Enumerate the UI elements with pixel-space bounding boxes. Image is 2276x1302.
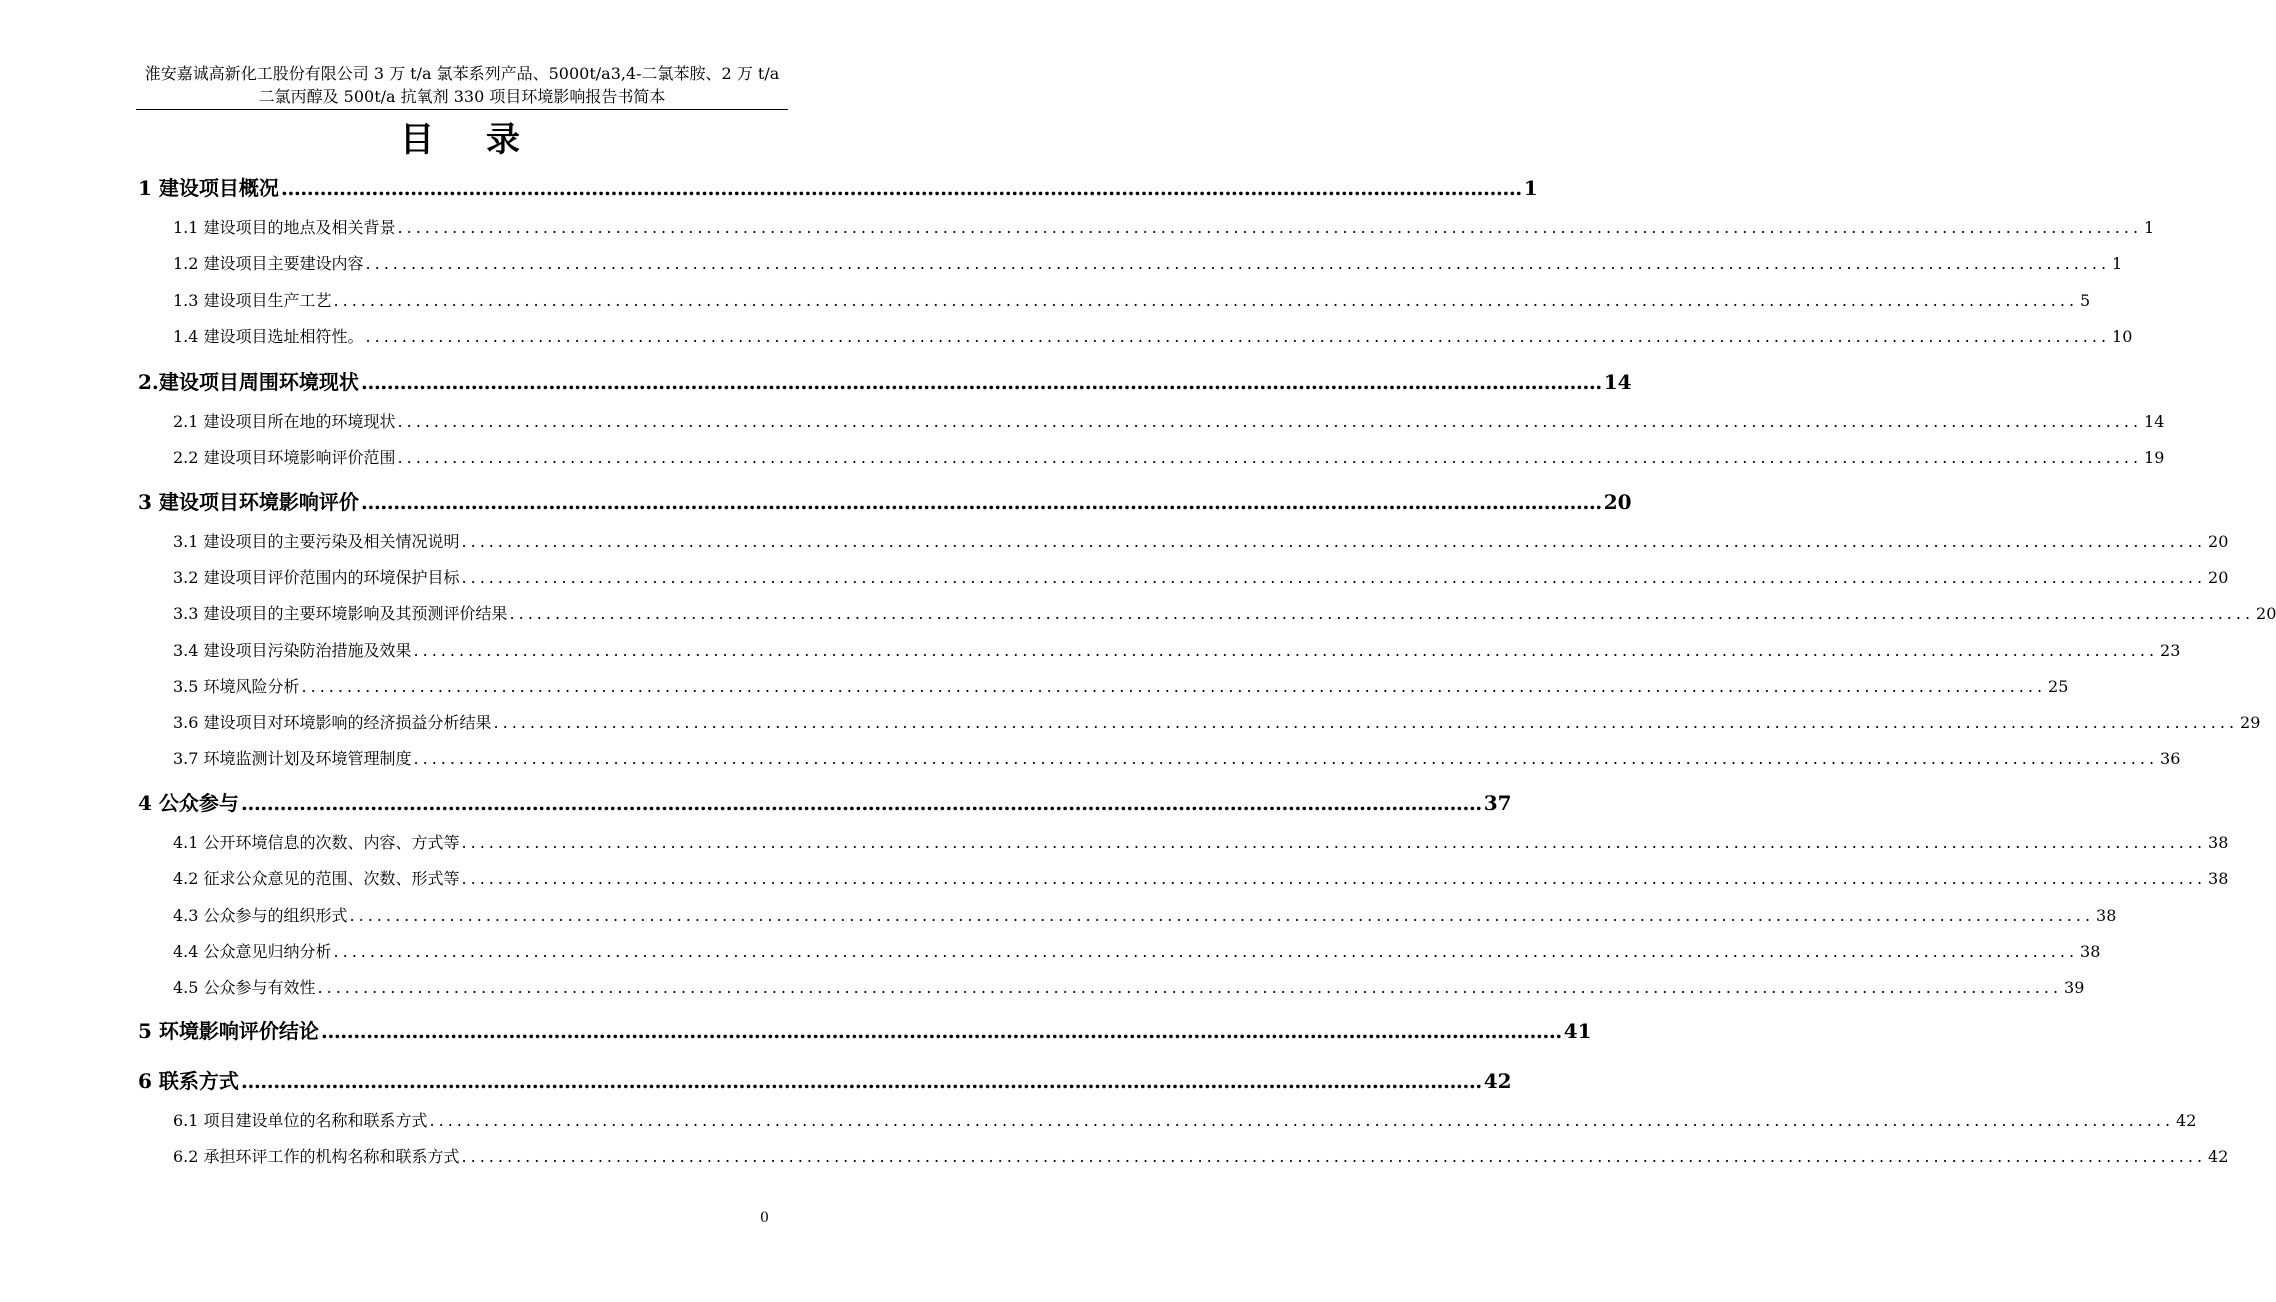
toc-entry-3-3[interactable] [173,601,2276,625]
dot-leader: ................................................................................................................................................................................................ [413,749,2159,768]
toc-entry-label: 2.建设项目周围环境现状 [138,370,359,394]
toc-entry-label: 4.2 征求公众意见的范围、次数、形式等 [173,869,460,888]
dot-leader: ................................................................................................................................................................................................ [461,568,2207,587]
toc-entry-label: 1.3 建设项目生产工艺 [173,291,332,310]
header-line-2: 二氯丙醇及 500t/a 抗氧剂 330 项目环境影响报告书简本 [258,87,666,106]
toc-entry-1[interactable] [138,172,1538,202]
toc-entry-page: 42 [1483,1069,1512,1093]
toc-entry-5[interactable] [138,1015,1592,1045]
toc-title: 目录 [400,120,572,160]
toc-entry-2[interactable] [138,366,1632,396]
toc-entry-label: 6.2 承担环评工作的机构名称和联系方式 [173,1147,460,1166]
toc-entry-label: 3 建设项目环境影响评价 [138,490,359,514]
dot-leader: ................................................................................................................................................................................................ [365,327,2111,346]
dot-leader: ................................................................................................................................................................................................ [360,490,1602,514]
toc-entry-label: 3.4 建设项目污染防治措施及效果 [173,641,412,660]
toc-entry-page: 37 [1483,791,1512,815]
dot-leader: ................................................................................................................................................................................................ [240,1069,1482,1093]
toc-entry-label: 1 建设项目概况 [138,176,279,200]
toc-entry-4-2[interactable] [173,866,2229,890]
toc-entry-3[interactable] [138,486,1632,516]
dot-leader: ................................................................................................................................................................................................ [461,869,2207,888]
toc-entry-page: 5 [2080,291,2091,310]
toc-entry-page: 38 [2208,869,2229,888]
toc-entry-label: 5 环境影响评价结论 [138,1019,319,1043]
toc-entry-1-1[interactable] [173,215,2155,239]
toc-entry-page: 1 [2112,254,2123,273]
toc-entry-page: 29 [2240,713,2261,732]
dot-leader: ................................................................................................................................................................................................ [360,370,1602,394]
toc-entry-3-2[interactable] [173,565,2229,589]
toc-entry-page: 14 [1603,370,1632,394]
toc-entry-label: 3.1 建设项目的主要污染及相关情况说明 [173,532,460,551]
page-number: 0 [760,1210,769,1226]
toc-entry-page: 41 [1563,1019,1592,1043]
dot-leader: ................................................................................................................................................................................................ [461,532,2207,551]
toc-entry-page: 14 [2144,412,2165,431]
toc-entry-label: 4 公众参与 [138,791,239,815]
toc-entry-label: 2.2 建设项目环境影响评价范围 [173,448,396,467]
toc-entry-page: 38 [2080,942,2101,961]
dot-leader: ................................................................................................................................................................................................ [413,641,2159,660]
toc-entry-1-4[interactable] [173,324,2133,348]
toc-entry-label: 3.5 环境风险分析 [173,677,300,696]
toc-entry-page: 42 [2208,1147,2229,1166]
toc-entry-label: 6.1 项目建设单位的名称和联系方式 [173,1111,428,1130]
toc-entry-page: 23 [2160,641,2181,660]
toc-entry-label: 3.6 建设项目对环境影响的经济损益分析结果 [173,713,492,732]
toc-entry-page: 36 [2160,749,2181,768]
dot-leader: ................................................................................................................................................................................................ [349,906,2095,925]
toc-entry-3-1[interactable] [173,529,2229,553]
toc-entry-page: 19 [2144,448,2165,467]
toc-entry-page: 1 [1523,176,1538,200]
toc-entry-6-1[interactable] [173,1108,2197,1132]
toc-entry-page: 39 [2064,978,2085,997]
toc-entry-3-4[interactable] [173,638,2181,662]
toc-entry-4-5[interactable] [173,975,2085,999]
toc-entry-3-7[interactable] [173,746,2181,770]
toc-entry-page: 20 [2256,604,2276,623]
toc-entry-1-2[interactable] [173,251,2123,275]
toc-entry-page: 1 [2144,218,2155,237]
dot-leader: ................................................................................................................................................................................................ [365,254,2111,273]
toc-entry-label: 3.3 建设项目的主要环境影响及其预测评价结果 [173,604,508,623]
toc-entry-page: 20 [2208,568,2229,587]
dot-leader: ................................................................................................................................................................................................ [397,412,2143,431]
toc-entry-label: 1.2 建设项目主要建设内容 [173,254,364,273]
dot-leader: ................................................................................................................................................................................................ [320,1019,1562,1043]
toc-entry-3-6[interactable] [173,710,2261,734]
dot-leader: ................................................................................................................................................................................................ [461,1147,2207,1166]
toc-entry-4[interactable] [138,787,1512,817]
dot-leader: ................................................................................................................................................................................................ [397,448,2143,467]
toc-entry-2-1[interactable] [173,409,2165,433]
toc-entry-4-3[interactable] [173,903,2117,927]
toc-entry-label: 3.7 环境监测计划及环境管理制度 [173,749,412,768]
toc-entry-label: 1.1 建设项目的地点及相关背景 [173,218,396,237]
toc-entry-4-1[interactable] [173,830,2229,854]
toc-entry-3-5[interactable] [173,674,2069,698]
toc-entry-label: 4.4 公众意见归纳分析 [173,942,332,961]
toc-entry-page: 38 [2096,906,2117,925]
dot-leader: ................................................................................................................................................................................................ [493,713,2239,732]
toc-entry-page: 10 [2112,327,2133,346]
toc-entry-label: 4.1 公开环境信息的次数、内容、方式等 [173,833,460,852]
dot-leader: ................................................................................................................................................................................................ [461,833,2207,852]
toc-entry-label: 3.2 建设项目评价范围内的环境保护目标 [173,568,460,587]
toc-entry-6[interactable] [138,1065,1512,1095]
dot-leader: ................................................................................................................................................................................................ [280,176,1522,200]
toc-entry-page: 25 [2048,677,2069,696]
dot-leader: ................................................................................................................................................................................................ [509,604,2255,623]
dot-leader: ................................................................................................................................................................................................ [333,291,2079,310]
header-line-1: 淮安嘉诚高新化工股份有限公司 3 万 t/a 氯苯系列产品、5000t/a3,4-二氯苯胺、2 万 t/a [144,64,780,83]
toc-entry-page: 20 [2208,532,2229,551]
toc-entry-label: 1.4 建设项目选址相符性。 [173,327,364,346]
toc-entry-label: 4.5 公众参与有效性 [173,978,316,997]
toc-entry-page: 42 [2176,1111,2197,1130]
dot-leader: ................................................................................................................................................................................................ [317,978,2063,997]
toc-entry-page: 38 [2208,833,2229,852]
toc-entry-label: 2.1 建设项目所在地的环境现状 [173,412,396,431]
toc-entry-1-3[interactable] [173,288,2091,312]
toc-entry-6-2[interactable] [173,1144,2229,1168]
dot-leader: ................................................................................................................................................................................................ [397,218,2143,237]
toc-entry-2-2[interactable] [173,445,2165,469]
dot-leader: ................................................................................................................................................................................................ [333,942,2079,961]
dot-leader: ................................................................................................................................................................................................ [301,677,2047,696]
dot-leader: ................................................................................................................................................................................................ [240,791,1482,815]
toc-entry-label: 4.3 公众参与的组织形式 [173,906,348,925]
toc-entry-label: 6 联系方式 [138,1069,239,1093]
dot-leader: ................................................................................................................................................................................................ [429,1111,2175,1130]
toc-entry-4-4[interactable] [173,939,2101,963]
toc-entry-page: 20 [1603,490,1632,514]
